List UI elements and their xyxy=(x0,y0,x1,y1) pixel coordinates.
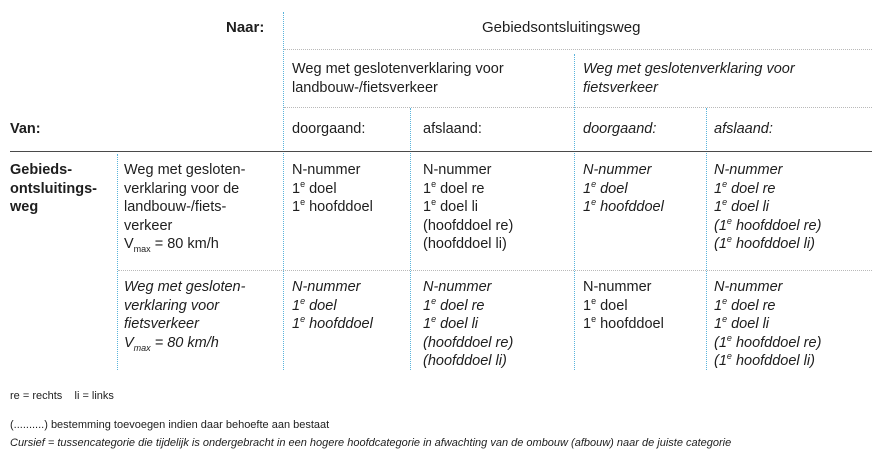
cell-line: N-nummer xyxy=(292,279,361,295)
cell-line: 1e doel re xyxy=(423,295,485,314)
cell-line: (hoofddoel li) xyxy=(423,236,507,252)
col-doorgaand-a: doorgaand: xyxy=(292,121,366,137)
divider-between-rows xyxy=(118,270,872,271)
cell-line: N-nummer xyxy=(583,162,652,178)
col-group-a-title: Weg met geslotenverklaring voor landbouw-/fietsverkeer xyxy=(292,61,504,96)
cell-line: 1e doel re xyxy=(423,178,485,197)
cell-line: (hoofddoel li) xyxy=(423,353,507,369)
row-1-vmax: $V_{max} = 80$ km/h xyxy=(124,236,219,254)
cell-r1-afslaand-a xyxy=(423,161,513,254)
cell-line: 1e doel li xyxy=(423,314,479,332)
divider-col-a xyxy=(410,108,411,370)
cell-r1-doorgaand-a xyxy=(292,161,373,217)
cell-line: N-nummer xyxy=(583,279,652,295)
divider-col-b xyxy=(706,108,707,370)
row-header: Gebieds- ontsluitings- weg xyxy=(10,162,97,215)
divider-main-vertical xyxy=(283,12,284,370)
row-1-label: Weg met gesloten- verklaring voor de landbouw-/fiets- verkeer $V_{max} = 80$ km/h xyxy=(124,161,245,258)
cell-line: 1e doel xyxy=(583,178,628,197)
cell-line: N-nummer xyxy=(714,162,783,178)
col-afslaand-b: afslaand: xyxy=(714,121,773,137)
cell-line: 1e doel li xyxy=(423,197,479,215)
col-doorgaand-b: doorgaand: xyxy=(583,121,657,137)
cell-line: 1e doel xyxy=(292,295,337,314)
cell-r1-doorgaand-b xyxy=(583,161,664,217)
cell-line: (1e hoofddoel re) xyxy=(714,215,822,234)
divider-under-group-title xyxy=(284,49,872,50)
cell-line: 1e doel li xyxy=(714,314,770,332)
cell-line: (1e hoofddoel li) xyxy=(714,351,815,369)
cell-line: 1e doel re xyxy=(714,178,776,197)
cursief-note: Cursief = tussencategorie die tijdelijk is ondergebracht in een hogere hoofdcategorie in afwachting van de ombouw (afbouw) naar de juiste categorie xyxy=(10,437,732,449)
van-label: Van: xyxy=(10,121,41,137)
naar-label: Naar: xyxy=(226,19,265,36)
cell-line: (1e hoofddoel li) xyxy=(714,234,815,252)
cell-line: (hoofddoel re) xyxy=(423,217,514,234)
cell-line: N-nummer xyxy=(714,279,783,295)
bestemming-note: (..........) bestemming toevoegen indien daar behoefte aan bestaat xyxy=(10,419,330,431)
cell-line: 1e doel xyxy=(583,295,628,314)
cell-line: 1e hoofddoel xyxy=(583,197,664,215)
cell-line: (1e hoofddoel re) xyxy=(714,332,822,351)
row-2-label: Weg met gesloten- verklaring voor fietsverkeer $V_{max} = 80$ km/h xyxy=(124,278,245,357)
col-afslaand-a: afslaand: xyxy=(423,121,482,137)
cell-line: 1e doel xyxy=(292,178,337,197)
cell-line: N-nummer xyxy=(423,162,492,178)
cell-r2-afslaand-a xyxy=(423,278,513,371)
cell-line: 1e doel li xyxy=(714,197,770,215)
cell-r2-afslaand-b xyxy=(714,278,821,371)
cell-r2-doorgaand-a xyxy=(292,278,373,334)
divider-under-subgroups xyxy=(284,107,872,108)
divider-group-vertical xyxy=(574,54,575,370)
legend-note: re = rechts li = links xyxy=(10,390,114,402)
row-2-vmax: $V_{max} = 80$ km/h xyxy=(124,334,219,353)
group-title: Gebiedsontsluitingsweg xyxy=(482,19,641,36)
cell-line: 1e hoofddoel xyxy=(292,197,373,215)
cell-line: (hoofddoel re) xyxy=(423,334,514,351)
cell-r2-doorgaand-b xyxy=(583,278,664,334)
cell-line: 1e hoofddoel xyxy=(583,314,664,332)
cell-line: N-nummer xyxy=(292,162,361,178)
cell-line: 1e doel re xyxy=(714,295,776,314)
col-group-b-title: Weg met geslotenverklaring voor fietsverkeer xyxy=(583,61,795,96)
divider-row-label xyxy=(117,154,118,370)
cell-line: 1e hoofddoel xyxy=(292,314,373,332)
divider-header-bottom xyxy=(10,151,872,152)
cell-line: N-nummer xyxy=(423,279,492,295)
cell-r1-afslaand-b xyxy=(714,161,821,254)
